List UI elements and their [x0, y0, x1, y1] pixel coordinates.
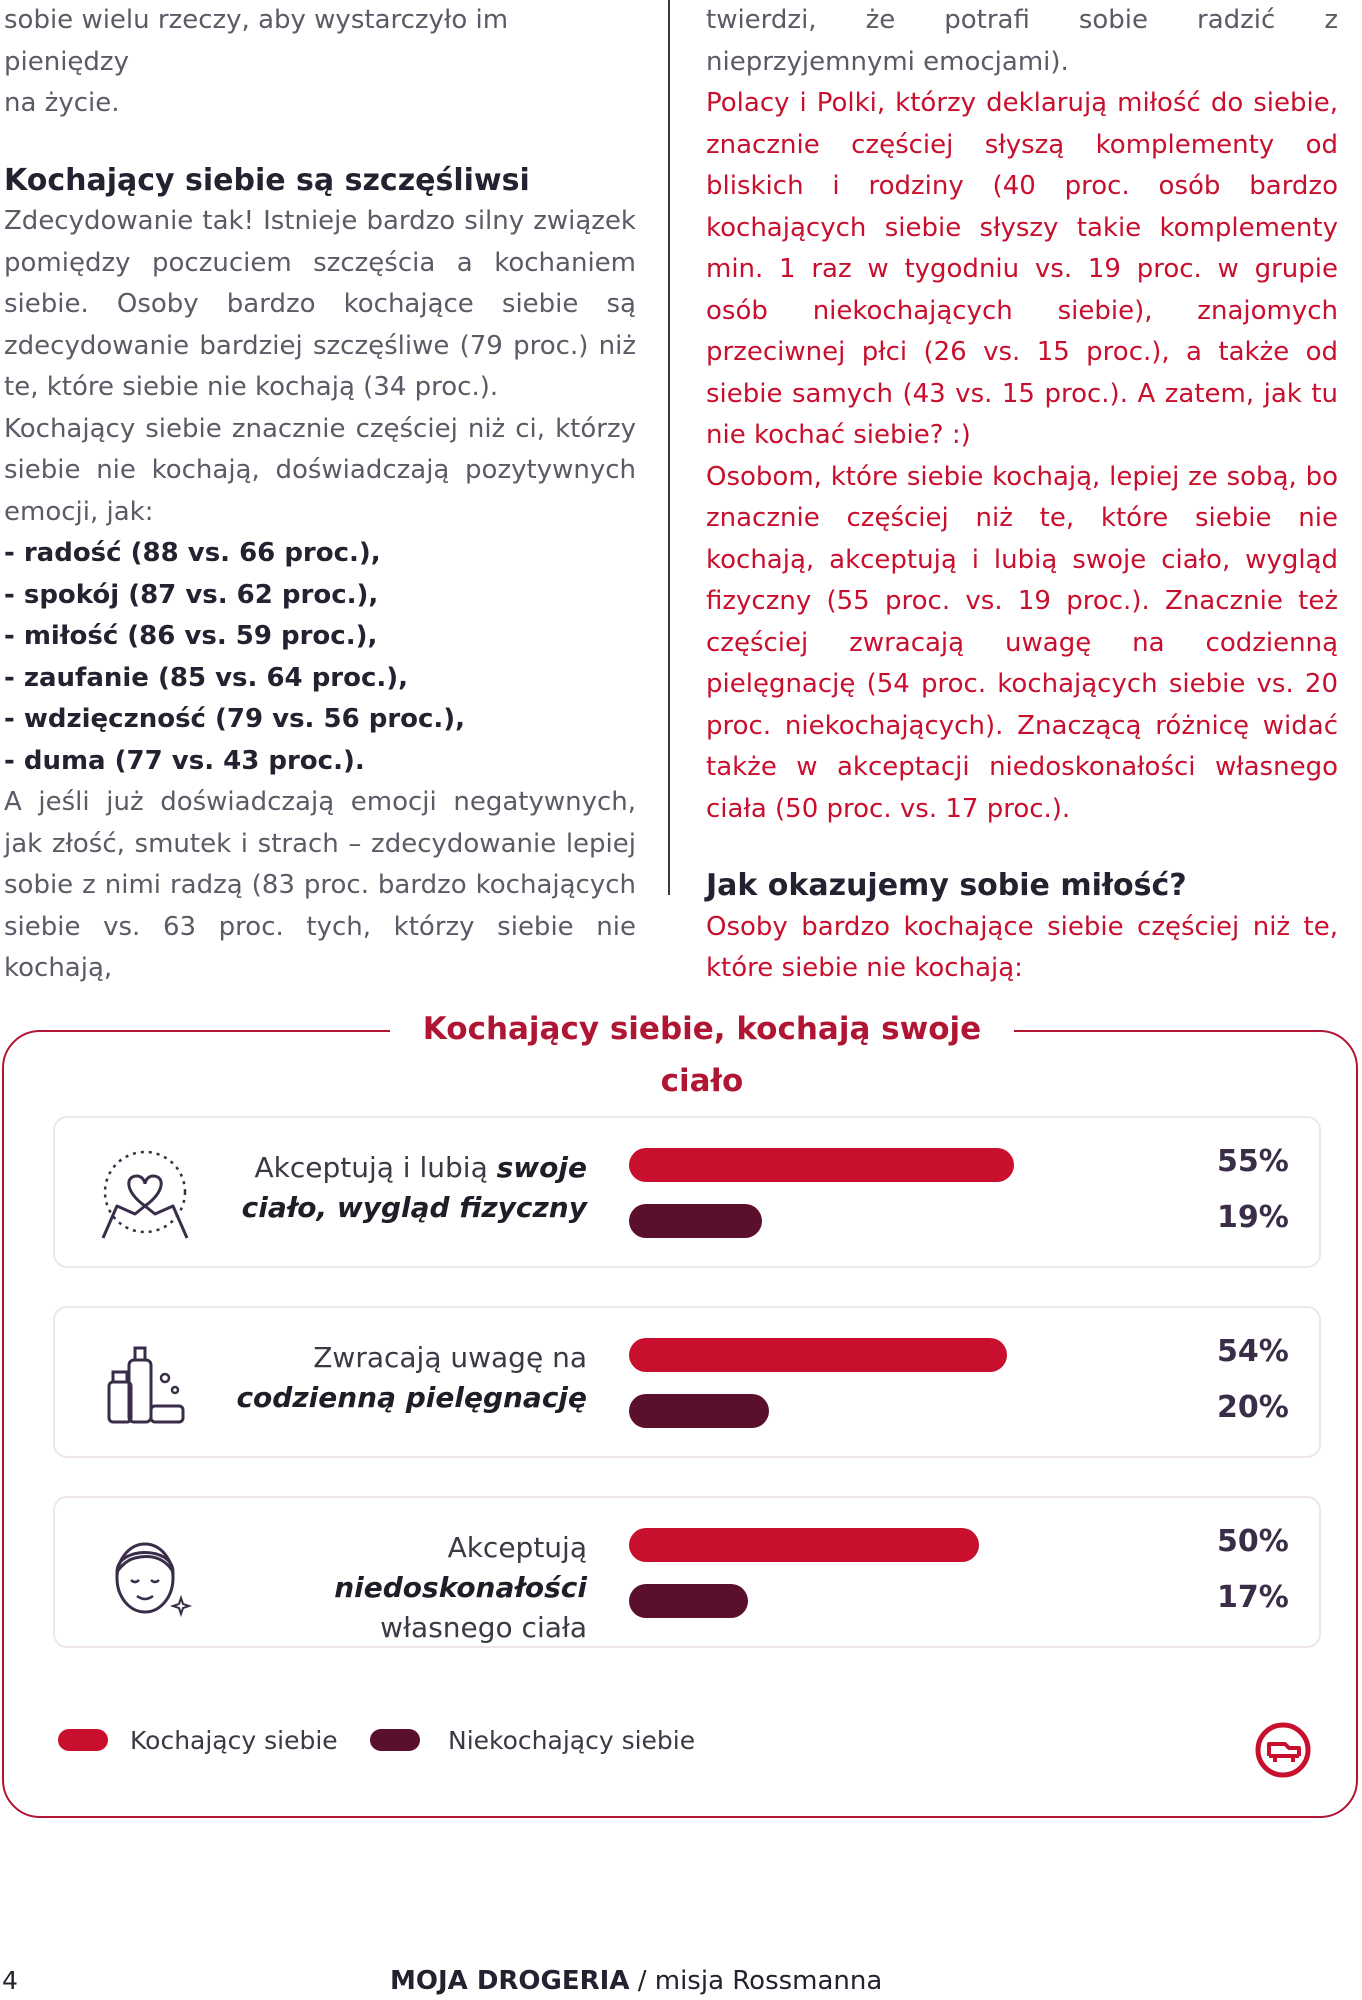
legend-swatch-love [58, 1729, 108, 1751]
emotion-bullet: - wdzięczność (79 vs. 56 proc.), [4, 704, 466, 734]
bar-nolove [629, 1394, 769, 1428]
heart-hands-icon [95, 1148, 195, 1242]
stat-label [207, 1528, 587, 1648]
pct-love: 50% [1217, 1524, 1289, 1559]
label-plain: własnego ciała [380, 1611, 587, 1644]
emotion-bullet: - zaufanie (85 vs. 64 proc.), [4, 662, 409, 693]
infographic-title: Kochający siebie, kochają swoje ciało [390, 1003, 1014, 1055]
stat-card-imperfections [53, 1496, 1321, 1648]
stat-label [207, 1338, 587, 1418]
pct-nolove: 20% [1217, 1390, 1289, 1425]
pct-nolove: 17% [1217, 1580, 1289, 1615]
label-plain: Akceptują [447, 1531, 587, 1564]
spacer [4, 125, 636, 160]
bar-nolove [629, 1204, 762, 1238]
rossmann-logo-icon [1255, 1722, 1311, 1778]
spacer [706, 830, 1338, 865]
section-heading-happy: Kochający siebie są szczęśliwsi [4, 162, 530, 198]
legend-label-nolove: Niekochający siebie [448, 1726, 696, 1755]
legend-swatch-nolove [370, 1729, 420, 1751]
paragraph-highlight: Osoby bardzo kochające siebie częściej niż te, które siebie nie kochają: [706, 911, 1338, 983]
intro-line-1: sobie wielu rzeczy, aby wystarczyło im pieniędzy [4, 5, 509, 77]
pct-nolove: 19% [1217, 1200, 1289, 1235]
right-column [706, 0, 1338, 990]
emotion-bullet: - spokój (87 vs. 62 proc.), [4, 579, 379, 610]
face-skin-icon [95, 1528, 195, 1622]
paragraph-highlight: Polacy i Polki, którzy deklarują miłość do siebie, znacznie częściej słyszą komplementy od bliskich i rodziny (40 proc. osób bardzo kochających siebie słyszy takie komplementy min. 1 raz w tygodniu vs. 19 proc. w grupie osób niekochających siebie), znajomych przeciwnej płci (26 vs. 15 proc.), a także od siebie samych (43 vs. 15 proc.). A zatem, jak tu nie kochać siebie? :) [706, 88, 1338, 450]
pct-love: 54% [1217, 1334, 1289, 1369]
paragraph: twierdzi, że potrafi sobie radzić z nieprzyjemnymi emocjami). [706, 5, 1338, 77]
paragraph: Zdecydowanie tak! Istnieje bardzo silny związek pomiędzy poczuciem szczęścia a kochaniem siebie. Osoby bardzo kochające siebie są zdecydowanie bardziej szczęśliwe (79 proc.) niż te, które siebie nie kochają (34 proc.). [4, 206, 636, 402]
stat-card-body [53, 1116, 1321, 1268]
paragraph-highlight: Osobom, które siebie kochają, lepiej ze sobą, bo znacznie częściej niż te, które siebie nie kochają, akceptują i lubią swoje ciało, wygląd fizyczny (55 proc. vs. 19 proc.). Znacznie też częściej zwracają uwagę na codzienną pielęgnację (54 proc. kochających siebie vs. 20 proc. niekochających). Znaczącą różnicę widać także w akceptacji niedoskonałości własnego ciała (50 proc. vs. 17 proc.). [706, 461, 1338, 824]
stat-label [207, 1148, 587, 1228]
page-number: 4 [2, 1966, 18, 1995]
section-heading-love: Jak okazujemy sobie miłość? [706, 868, 1187, 903]
magazine-name: MOJA DROGERIA [390, 1966, 630, 1996]
cosmetics-bottles-icon [95, 1338, 195, 1432]
stat-card-care [53, 1306, 1321, 1458]
emotion-bullet: - duma (77 vs. 43 proc.). [4, 745, 365, 776]
pct-love: 55% [1217, 1144, 1289, 1179]
label-bold: niedoskonałości [334, 1571, 587, 1604]
paragraph: A jeśli już doświadczają emocji negatywnych, jak złość, smutek i strach – zdecydowanie lepiej sobie z nimi radzą (83 proc. bardzo kochających siebie vs. 63 proc. tych, którzy siebie nie kochają, [4, 787, 636, 983]
footer-masthead [390, 1966, 882, 1996]
intro-line-2: na życie. [4, 88, 120, 118]
emotion-bullet: - radość (88 vs. 66 proc.), [4, 538, 381, 568]
bar-love [629, 1528, 979, 1562]
emotion-bullet: - miłość (86 vs. 59 proc.), [4, 621, 378, 651]
label-plain: Zwracają uwagę na [313, 1341, 587, 1374]
left-column [4, 0, 636, 990]
bar-love [629, 1148, 1014, 1182]
column-divider [668, 0, 670, 895]
label-bold: swoje ciało, wygląd fizyczny [241, 1151, 587, 1224]
label-plain: Akceptują i lubią [254, 1151, 497, 1184]
label-bold: codzienną pielęgnację [236, 1381, 587, 1414]
paragraph: Kochający siebie znacznie częściej niż ci, którzy siebie nie kochają, doświadczają pozytywnych emocji, jak: [4, 413, 636, 527]
bar-nolove [629, 1584, 748, 1618]
footer-tagline: misja Rossmanna [654, 1966, 883, 1996]
footer-separator: / [637, 1966, 647, 1996]
bar-love [629, 1338, 1007, 1372]
legend-label-love: Kochający siebie [130, 1726, 338, 1755]
